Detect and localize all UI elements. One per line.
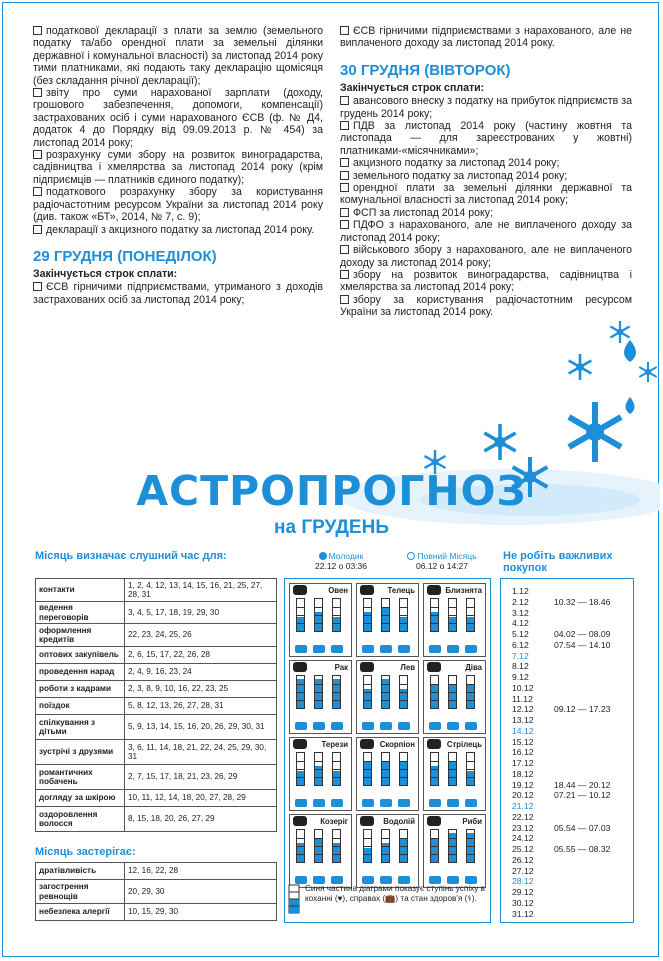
zodiac-name: Водолій [383, 817, 415, 826]
checkbox[interactable] [33, 187, 42, 196]
work-icon [465, 645, 477, 653]
row-days: 10, 15, 29, 30 [125, 904, 277, 921]
date-row: 22.12 [512, 811, 534, 822]
work-icon [331, 645, 343, 653]
table-row [36, 602, 277, 624]
table-row [36, 904, 277, 921]
checklist-item: орендної плати за земельні ділянки державної та комунальної власності за листопад 2014 року; [340, 182, 632, 207]
zodiac-icons [427, 797, 482, 807]
zodiac-bar [363, 829, 372, 863]
heading-dec-30: 30 ГРУДНЯ (ВІВТОРОК) [340, 61, 511, 79]
checklist-item: розрахунку суми збору на розвиток виноградарства, садівництва і хмелярства за листопад 2014 року (крім підприємців — платників єдиного податку); [33, 149, 323, 186]
checkbox[interactable] [340, 295, 349, 304]
health-icon [362, 876, 374, 884]
checklist-item: ЄСВ гірничими підприємствами, утриманого з доходів застрахованих осіб за листопад 2014 року; [33, 281, 323, 306]
checkbox[interactable] [340, 171, 349, 180]
zodiac-bar [332, 675, 341, 709]
zodiac-icons [293, 720, 348, 730]
row-label: спілкування з дітьми [36, 715, 125, 740]
zodiac-name: Овен [328, 586, 348, 595]
love-icon [380, 799, 392, 807]
zodiac-symbol-icon [293, 585, 307, 595]
zodiac-name: Риби [462, 817, 482, 826]
zodiac-icons [427, 720, 482, 730]
checklist-item: збору за користування радіочастотним ресурсом України за листопад 2014 року. [340, 293, 632, 319]
date-row: 5.12 04.02 — 08.09 [512, 629, 611, 639]
love-icon [447, 799, 459, 807]
deadline-label: Закінчується строк сплати: [33, 267, 178, 280]
zodiac-icons [293, 643, 348, 653]
love-icon [313, 799, 325, 807]
table-row [36, 765, 277, 790]
zodiac-bar [399, 675, 408, 709]
zodiac-bar [296, 598, 305, 632]
zodiac-cell [356, 660, 419, 734]
row-days: 2, 4, 9, 16, 23, 24 [125, 664, 277, 681]
love-icon [447, 645, 459, 653]
zodiac-name: Лев [400, 663, 415, 672]
work-icon [398, 722, 410, 730]
love-icon [380, 876, 392, 884]
dec29-items [33, 281, 323, 306]
health-icon [295, 722, 307, 730]
date-row: 15.12 [512, 736, 534, 747]
zodiac-bar [314, 598, 323, 632]
zodiac-symbol-icon [427, 662, 441, 672]
row-label: контакти [36, 579, 125, 602]
table-row [36, 681, 277, 698]
checkbox[interactable] [340, 220, 349, 229]
astro-title: АСТРОПРОГНОЗ [136, 467, 527, 515]
full-moon-icon [407, 552, 415, 560]
love-icon [447, 876, 459, 884]
checklist-item: земельного податку за листопад 2014 року; [340, 170, 632, 182]
zodiac-name: Скорпіон [379, 740, 415, 749]
work-icon [331, 799, 343, 807]
zodiac-name: Козеріг [320, 817, 348, 826]
zodiac-bar [332, 752, 341, 786]
zodiac-bar [314, 675, 323, 709]
work-icon [331, 876, 343, 884]
date-row: 13.12 [512, 715, 534, 725]
zodiac-name: Близнята [445, 586, 482, 595]
date-row: 10.12 [512, 682, 534, 693]
zodiac-bar [363, 598, 372, 632]
checklist-item: ФСП за листопад 2014 року; [340, 207, 632, 219]
zodiac-cell [289, 660, 352, 734]
health-icon [295, 799, 307, 807]
row-days: 2, 3, 8, 9, 10, 16, 22, 23, 25 [125, 681, 277, 698]
zodiac-panel [284, 578, 491, 923]
zodiac-symbol-icon [427, 816, 441, 826]
date-row: 14.12 [512, 725, 534, 736]
warning-table [35, 862, 277, 921]
zodiac-bar [430, 752, 439, 786]
checklist-item: ПДФО з нарахованого, але не виплаченого доходу за листопад 2014 року; [340, 219, 632, 244]
zodiac-symbol-icon [360, 585, 374, 595]
checklist-item: акцизного податку за листопад 2014 року; [340, 157, 632, 169]
health-icon [429, 876, 441, 884]
love-icon [380, 722, 392, 730]
zodiac-bar [381, 752, 390, 786]
health-icon [362, 799, 374, 807]
checkbox[interactable] [340, 208, 349, 217]
zodiac-cell [423, 583, 486, 657]
zodiac-symbol-icon [360, 662, 374, 672]
zodiac-bar [430, 829, 439, 863]
row-days: 8, 15, 18, 20, 26, 27, 29 [125, 807, 277, 832]
row-label: небезпека алергії [36, 904, 125, 921]
work-icon [465, 876, 477, 884]
checklist-item: податкової декларації з плати за землю (земельного податку та/або орендної плати за земельні ділянки державної і комунальної власності) за листопад 2014 року тими платниками, які подають таку декларацію щомісяця (без складання річної декларації); [33, 25, 323, 87]
checklist-item: авансового внеску з податку на прибуток підприємств за грудень 2014 року; [340, 95, 632, 120]
row-label: оздоровлення волосся [36, 807, 125, 832]
checkbox[interactable] [340, 183, 349, 192]
row-label: догляду за шкірою [36, 790, 125, 807]
zodiac-symbol-icon [360, 739, 374, 749]
date-row: 28.12 [512, 876, 534, 887]
table-row [36, 790, 277, 807]
new-moon-icon [319, 552, 327, 560]
row-label: роботи з кадрами [36, 681, 125, 698]
date-row: 3.12 [512, 607, 529, 618]
table-row [36, 664, 277, 681]
checkbox[interactable] [340, 26, 349, 35]
date-row: 29.12 [512, 887, 534, 897]
date-row: 2.12 10.32 — 18.46 [512, 596, 611, 607]
zodiac-name: Стрілець [446, 740, 482, 749]
zodiac-symbol-icon [293, 739, 307, 749]
checklist-item: звіту про суми нарахованої зарплати (доходу, грошового забезпечення, допомоги, компенсації) застрахованих осіб і суми нарахованого ЄСВ (ф. № Д4, додаток 4 до Порядку від 09.09.2013 р. № 454) за листопад 2014 року; [33, 87, 323, 149]
table-row [36, 715, 277, 740]
health-icon [429, 722, 441, 730]
date-row: 23.12 05.54 — 07.03 [512, 822, 611, 833]
checkbox[interactable] [340, 245, 349, 254]
zodiac-bar [448, 598, 457, 632]
date-row: 16.12 [512, 747, 534, 758]
zodiac-bar [363, 675, 372, 709]
zodiac-bar [399, 752, 408, 786]
date-row: 17.12 [512, 758, 534, 768]
love-icon [313, 722, 325, 730]
row-label: романтичних побачень [36, 765, 125, 790]
checkbox[interactable] [33, 26, 42, 35]
favorable-table [35, 578, 277, 832]
zodiac-name: Рак [334, 663, 348, 672]
zodiac-bar [381, 675, 390, 709]
date-row: 25.12 05.55 — 08.32 [512, 844, 611, 854]
zodiac-cell [423, 660, 486, 734]
zodiac-bar [296, 675, 305, 709]
zodiac-cell [423, 737, 486, 811]
row-days: 3, 4, 5, 17, 18, 19, 29, 30 [125, 602, 277, 624]
date-row: 4.12 [512, 618, 529, 629]
zodiac-bar [448, 829, 457, 863]
astro-subtitle: на ГРУДЕНЬ [274, 517, 389, 538]
zodiac-bar [381, 598, 390, 632]
checkbox[interactable] [340, 121, 349, 130]
zodiac-bar [296, 752, 305, 786]
checkbox[interactable] [340, 270, 349, 279]
table-row [36, 863, 277, 880]
date-row: 7.12 [512, 650, 529, 661]
row-days: 2, 7, 15, 17, 18, 21, 23, 26, 29 [125, 765, 277, 790]
zodiac-bar [332, 829, 341, 863]
row-days: 10, 11, 12, 14, 18, 20, 27, 28, 29 [125, 790, 277, 807]
zodiac-bar [399, 829, 408, 863]
zodiac-icons [360, 720, 415, 730]
date-row: 1.12 [512, 586, 529, 596]
table-row [36, 647, 277, 664]
zodiac-icons [293, 874, 348, 884]
zodiac-bar [296, 829, 305, 863]
date-row: 18.12 [512, 768, 534, 779]
zodiac-cell [356, 814, 419, 888]
date-row: 20.12 07.21 — 10.12 [512, 790, 611, 801]
health-icon [362, 722, 374, 730]
purchase-dates-panel [500, 578, 634, 923]
checklist-item: податкового розрахунку збору за користування радіочастотним ресурсом України за листопад 2014 року (див. також «БТ», 2014, № 7, с. 9); [33, 186, 323, 224]
table-row [36, 624, 277, 647]
zodiac-cell [289, 583, 352, 657]
zodiac-bar [399, 598, 408, 632]
row-days: 2, 6, 15, 17, 22, 26, 28 [125, 647, 277, 664]
zodiac-cell [356, 583, 419, 657]
zodiac-icons [427, 874, 482, 884]
warning-heading: Місяць застерігає: [35, 846, 136, 858]
love-icon [447, 722, 459, 730]
checkbox[interactable] [33, 150, 42, 159]
row-label: оптових закупівель [36, 647, 125, 664]
date-row: 26.12 [512, 854, 534, 865]
zodiac-icons [427, 643, 482, 653]
row-label: загострення ревнощів [36, 880, 125, 904]
zodiac-bar [363, 752, 372, 786]
date-row: 12.12 09.12 — 17.23 [512, 704, 611, 715]
row-label: дратівливість [36, 863, 125, 880]
deadline-label: Закінчується строк сплати: [340, 81, 485, 94]
date-row: 31.12 [512, 908, 534, 919]
date-row: 11.12 [512, 693, 533, 704]
zodiac-cell [423, 814, 486, 888]
zodiac-cell [289, 737, 352, 811]
left-items [33, 25, 323, 236]
zodiac-bar [332, 598, 341, 632]
zodiac-bar [448, 675, 457, 709]
work-icon [331, 722, 343, 730]
row-days: 22, 23, 24, 25, 26 [125, 624, 277, 647]
zodiac-bar [314, 752, 323, 786]
row-label: оформлення кредитів [36, 624, 125, 647]
health-icon [295, 645, 307, 653]
zodiac-symbol-icon [293, 816, 307, 826]
table-row [36, 740, 277, 765]
row-label: ведення переговорів [36, 602, 125, 624]
row-days: 12, 16, 22, 28 [125, 863, 277, 880]
left-column [33, 25, 323, 306]
zodiac-bar [381, 829, 390, 863]
zodiac-bar [466, 675, 475, 709]
work-icon [398, 876, 410, 884]
table-row [36, 880, 277, 904]
zodiac-icons [360, 797, 415, 807]
date-row: 21.12 [512, 801, 534, 811]
checkbox[interactable] [340, 96, 349, 105]
zodiac-icons [293, 797, 348, 807]
checklist-item: декларації з акцизного податку за листопад 2014 року. [33, 224, 323, 236]
zodiac-icons [360, 874, 415, 884]
zodiac-icons [360, 643, 415, 653]
date-row: 6.12 07.54 — 14.10 [512, 639, 611, 650]
checkbox[interactable] [340, 158, 349, 167]
date-row: 8.12 [512, 661, 529, 672]
date-row: 24.12 [512, 833, 534, 844]
row-days: 1, 2, 4, 12, 13, 14, 15, 16, 21, 25, 27, 28, 31 [125, 579, 277, 602]
love-icon [313, 876, 325, 884]
row-days: 3, 6, 11, 14, 18, 21, 22, 24, 25, 29, 30, 31 [125, 740, 277, 765]
work-icon [398, 645, 410, 653]
zodiac-symbol-icon [360, 816, 374, 826]
zodiac-name: Діва [465, 663, 482, 672]
favorable-heading: Місяць визначає слушний час для: [35, 550, 227, 562]
checklist-item: збору на розвиток виноградарства, садівництва і хмелярства за листопад 2014 року; [340, 268, 632, 294]
zodiac-name: Телець [387, 586, 415, 595]
full-moon: Повний Місяць 06.12 о 14:27 [390, 552, 494, 571]
row-days: 5, 9, 13, 14, 15, 16, 20, 26, 29, 30, 31 [125, 715, 277, 740]
dates-heading: Не робіть важливих покупок [503, 550, 613, 574]
health-icon [362, 645, 374, 653]
heading-dec-29: 29 ГРУДНЯ (ПОНЕДІЛОК) [33, 247, 217, 265]
new-moon: Молодик 22.12 о 03:36 [315, 551, 367, 571]
checklist-item: ПДВ за листопад 2014 року (частину жовтня та листопада — для зареєстрованих у жовтні) платниками-«місячниками»; [340, 120, 632, 157]
health-icon [429, 645, 441, 653]
work-icon [465, 722, 477, 730]
checklist-item: військового збору з нарахованого, але не виплаченого доходу за листопад 2014 року; [340, 244, 632, 269]
row-label: зустрічі з друзями [36, 740, 125, 765]
row-days: 5, 8, 12, 13, 26, 27, 28, 31 [125, 698, 277, 715]
health-icon [429, 799, 441, 807]
date-row: 27.12 [512, 865, 534, 876]
zodiac-bar [314, 829, 323, 863]
right-column [340, 25, 632, 319]
zodiac-bar [430, 598, 439, 632]
zodiac-bar [466, 752, 475, 786]
zodiac-symbol-icon [293, 662, 307, 672]
zodiac-bar [466, 598, 475, 632]
checkbox[interactable] [33, 282, 42, 291]
date-row: 9.12 [512, 672, 529, 682]
zodiac-symbol-icon [427, 585, 441, 595]
checklist-item: ЄСВ гірничими підприємствами з нарахованого, але не виплаченого доходу за листопад 2014 року. [340, 25, 632, 50]
zodiac-bar [448, 752, 457, 786]
health-icon [295, 876, 307, 884]
row-label: проведення нарад [36, 664, 125, 681]
work-icon [465, 799, 477, 807]
date-row: 19.12 18.44 — 20.12 [512, 779, 611, 790]
love-icon [380, 645, 392, 653]
zodiac-name: Терези [321, 740, 348, 749]
table-row [36, 698, 277, 715]
work-icon [398, 799, 410, 807]
row-label: поїздок [36, 698, 125, 715]
zodiac-cell [356, 737, 419, 811]
zodiac-legend: Синя частина діаграми показує ступінь успіху в коханні (♥), справах (💼) та стан здоров'я (⚕). [288, 884, 488, 914]
table-row [36, 579, 277, 602]
legend-bar-icon [288, 884, 300, 914]
checkbox[interactable] [33, 88, 42, 97]
zodiac-cell [289, 814, 352, 888]
zodiac-bar [466, 829, 475, 863]
table-row [36, 807, 277, 832]
checkbox[interactable] [33, 225, 42, 234]
love-icon [313, 645, 325, 653]
row-days: 20, 29, 30 [125, 880, 277, 904]
dec30-items [340, 95, 632, 318]
zodiac-symbol-icon [427, 739, 441, 749]
date-row: 30.12 [512, 897, 534, 908]
zodiac-bar [430, 675, 439, 709]
